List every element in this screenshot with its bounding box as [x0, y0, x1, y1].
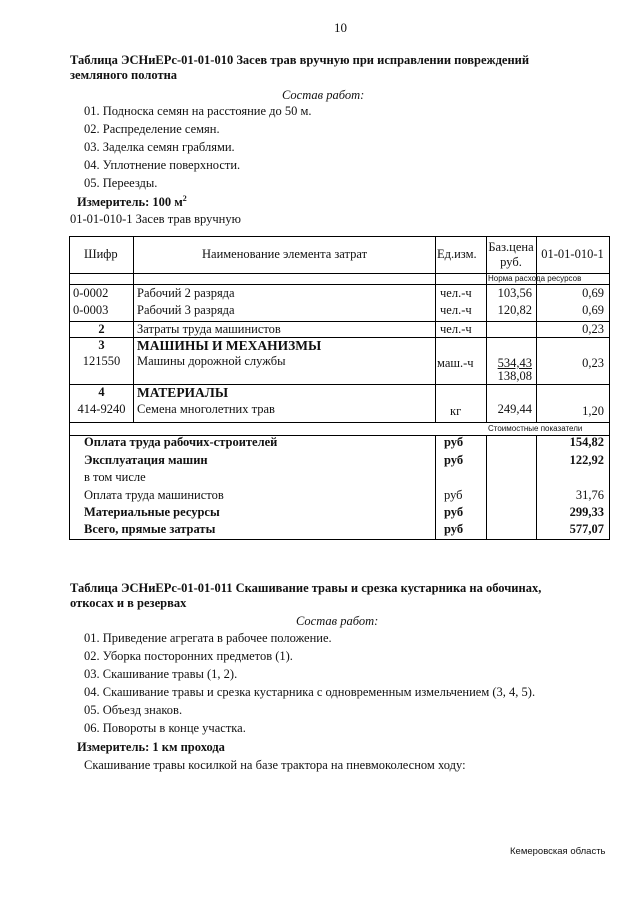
row-unit: чел.-ч — [440, 286, 472, 300]
table2-operation: 04. Скашивание травы и срезка кустарника с одновременным измельчением (3, 4, 5). — [84, 685, 536, 699]
row-code: 2 — [98, 322, 105, 336]
page-number: 10 — [334, 20, 347, 35]
row-name: Рабочий 3 разряда — [137, 303, 235, 317]
row-norm: 1,20 — [582, 404, 604, 418]
row-code: 414-9240 — [77, 402, 126, 416]
table1-measure-label: Измеритель: 100 м — [77, 195, 183, 210]
cost-unit: руб — [444, 505, 464, 519]
cost-value: 122,92 — [569, 453, 604, 467]
cost-unit: руб — [444, 522, 464, 536]
section-code: 3 — [98, 338, 105, 352]
header-name: Наименование элемента затрат — [202, 247, 368, 261]
table1-grid — [69, 236, 610, 540]
row-name: Рабочий 2 разряда — [137, 286, 235, 300]
section-code: 4 — [98, 385, 105, 399]
table1-measure — [77, 194, 187, 210]
row-unit: чел.-ч — [440, 322, 472, 336]
cost-caption: Стоимостные показатели — [488, 424, 583, 433]
table2-operation: 03. Скашивание травы (1, 2). — [84, 667, 238, 681]
cost-name: Всего, прямые затраты — [84, 522, 216, 536]
cost-name: Оплата труда рабочих-строителей — [84, 435, 278, 449]
row-unit: чел.-ч — [440, 303, 472, 317]
cost-value: 577,07 — [569, 522, 604, 536]
table2-operation: 06. Повороты в конце участка. — [84, 721, 246, 735]
table2-description: Скашивание травы косилкой на базе трактора на пневмоколесном ходу: — [84, 758, 466, 772]
cost-name: в том числе — [84, 470, 146, 484]
table2-sostav-heading: Состав работ: — [296, 614, 379, 628]
table1-operation: 01. Поднoска семян на расстояние до 50 м. — [84, 104, 312, 118]
row-norm: 0,69 — [582, 286, 604, 300]
table1-sostav-heading: Состав работ: — [282, 88, 365, 102]
row-name: Семена многолетних трав — [137, 402, 275, 416]
header-price-line2: руб. — [500, 255, 522, 269]
header-norm-caption: Норма расхода ресурсов — [488, 274, 582, 283]
header-unit: Ед.изм. — [437, 247, 477, 261]
cost-unit: руб — [444, 453, 464, 467]
header-norm-code: 01-01-010-1 — [541, 247, 604, 261]
row-price: 103,56 — [497, 286, 532, 300]
table1-operation: 02. Распределение семян. — [84, 122, 220, 136]
table1-operation: 03. Заделка семян граблями. — [84, 140, 235, 154]
row-code: 121550 — [82, 354, 121, 368]
header-code: Шифр — [84, 247, 118, 261]
row-price: 249,44 — [497, 402, 532, 416]
row-name: Затраты труда машинистов — [137, 322, 281, 336]
row-price: 120,82 — [497, 303, 532, 317]
table1-measure-sup: 2 — [182, 194, 187, 203]
row-unit: кг — [450, 404, 462, 418]
cost-value: 31,76 — [575, 488, 604, 502]
cost-unit: руб — [444, 488, 463, 502]
table2-operation: 05. Объезд знаков. — [84, 703, 183, 717]
table1-operation: 05. Переезды. — [84, 176, 158, 190]
cost-value: 299,33 — [569, 505, 604, 519]
footer-region: Кемеровская область — [510, 846, 606, 857]
row-norm: 0,23 — [582, 322, 604, 336]
table2-title-line1: Таблица ЭСНиЕРс-01-01-011 Скашивание травы и срезка кустарника на обочинах, — [70, 581, 542, 595]
cost-name: Оплата труда машинистов — [84, 488, 224, 502]
row-price-secondary: 138,08 — [497, 369, 532, 383]
table1-operation: 04. Уплотнение поверхности. — [84, 158, 241, 172]
cost-unit: руб — [444, 435, 464, 449]
table2-operation: 02. Уборка посторонних предметов (1). — [84, 649, 293, 663]
cost-value: 154,82 — [569, 435, 604, 449]
row-norm: 0,23 — [582, 356, 604, 370]
row-code: 0-0002 — [73, 286, 109, 300]
header-price-line1: Баз.цена — [488, 240, 534, 254]
cost-name: Эксплуатация машин — [84, 453, 208, 467]
table1-title-line2: земляного полотна — [70, 68, 178, 82]
section-title: МАТЕРИАЛЫ — [137, 385, 229, 400]
cost-name: Материальные ресурсы — [84, 505, 220, 519]
table2-operation: 01. Приведение агрегата в рабочее положение. — [84, 631, 332, 645]
table1-title-line1: Таблица ЭСНиЕРс-01-01-010 Засев трав вручную при исправлении повреждений — [70, 53, 530, 67]
row-price: 534,43 — [497, 356, 532, 370]
row-name: Машины дорожной службы — [137, 354, 286, 368]
table2-title-line2: откосах и в резервах — [70, 596, 187, 610]
row-unit: маш.-ч — [437, 356, 474, 370]
table1-code-line: 01-01-010-1 Засев трав вручную — [70, 212, 241, 226]
section-title: МАШИНЫ И МЕХАНИЗМЫ — [137, 338, 322, 353]
row-norm: 0,69 — [582, 303, 604, 317]
row-code: 0-0003 — [73, 303, 109, 317]
table2-measure: Измеритель: 1 км прохода — [77, 740, 225, 754]
